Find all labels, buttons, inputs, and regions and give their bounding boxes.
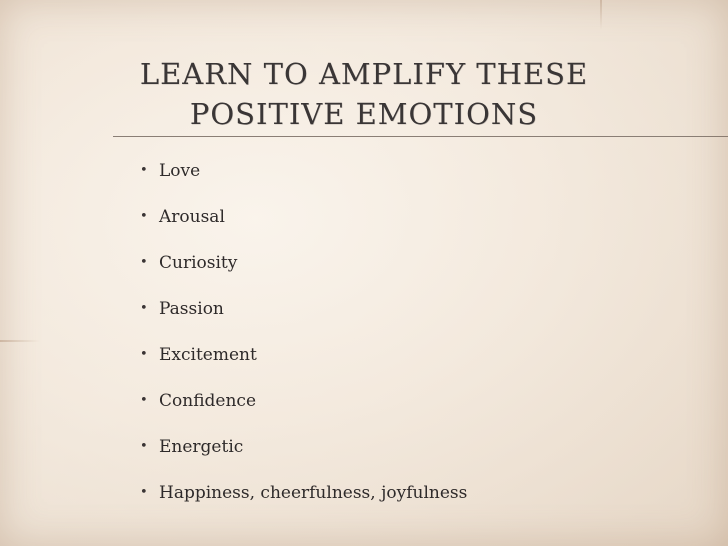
bullet-marker: • [140, 163, 148, 178]
bullet-text: Curiosity [159, 253, 238, 273]
bullet-item-energetic [140, 428, 467, 474]
bullet-marker: • [140, 393, 148, 408]
slide-title [0, 54, 728, 134]
bullet-text: Happiness, cheerfulness, joyfulness [159, 483, 468, 503]
slide-title-line-1: LEARN TO AMPLIFY THESE [139, 57, 589, 91]
bullet-item-happiness [140, 474, 467, 520]
bullet-item-arousal [140, 198, 467, 244]
bullet-marker: • [140, 301, 148, 316]
bullet-text: Arousal [159, 207, 225, 227]
paper-crease [600, 0, 602, 30]
bullet-item-curiosity [140, 244, 467, 290]
bullet-marker: • [140, 485, 148, 500]
bullet-text: Love [159, 161, 201, 181]
bullet-text: Passion [159, 299, 224, 319]
bullet-marker: • [140, 439, 148, 454]
bullet-item-confidence [140, 382, 467, 428]
bullet-item-passion [140, 290, 467, 336]
title-divider [113, 136, 728, 137]
bullet-text: Energetic [159, 437, 244, 457]
bullet-text: Confidence [159, 391, 257, 411]
paper-crease [0, 340, 40, 342]
bullet-text: Excitement [159, 345, 257, 365]
bullet-item-love [140, 152, 467, 198]
bullet-marker: • [140, 209, 148, 224]
bullet-marker: • [140, 347, 148, 362]
bullet-item-excitement [140, 336, 467, 382]
bullet-list [140, 152, 467, 520]
bullet-marker: • [140, 255, 148, 270]
slide-title-line-2: POSITIVE EMOTIONS [189, 97, 539, 131]
